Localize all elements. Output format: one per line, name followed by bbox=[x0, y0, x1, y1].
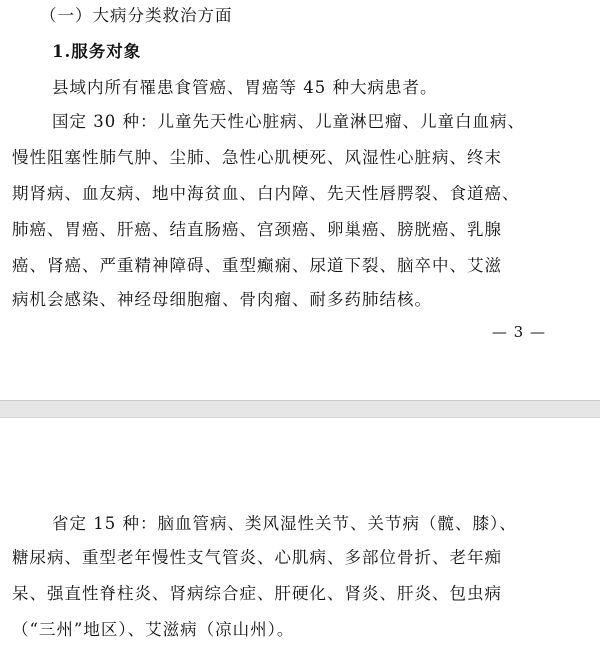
paragraph-line: 县域内所有罹患食管癌、胃癌等 45 种大病患者。 bbox=[52, 78, 438, 97]
paragraph-line: 期肾病、血友病、地中海贫血、白内障、先天性唇腭裂、食道癌、 bbox=[12, 184, 520, 203]
paragraph-line: 癌、肾癌、严重精神障碍、重型癫痫、尿道下裂、脑卒中、艾滋 bbox=[12, 256, 502, 275]
paragraph-line: （“三州”地区）、艾滋病（凉山州）。 bbox=[12, 620, 295, 639]
subsection-heading: 1.服务对象 bbox=[52, 42, 142, 61]
paragraph-line: 病机会感染、神经母细胞瘤、骨肉瘤、耐多药肺结核。 bbox=[12, 290, 432, 309]
paragraph-line: 国定 30 种：儿童先天性心脏病、儿童淋巴瘤、儿童白血病、 bbox=[52, 112, 525, 131]
paragraph-line: 省定 15 种：脑血管病、类风湿性关节、关节病（髋、膝）、 bbox=[52, 514, 517, 533]
paragraph-line: 肺癌、胃癌、肝癌、结直肠癌、宫颈癌、卵巢癌、膀胱癌、乳腺 bbox=[12, 220, 502, 239]
page-number: — 3 — bbox=[491, 323, 546, 341]
paragraph-line: 糖尿病、重型老年慢性支气管炎、心肌病、多部位骨折、老年痴 bbox=[12, 548, 502, 567]
paragraph-line: 呆、强直性脊柱炎、肾病综合症、肝硬化、肾炎、肝炎、包虫病 bbox=[12, 584, 502, 603]
page-separator bbox=[0, 400, 600, 418]
section-heading: （一）大病分类救治方面 bbox=[40, 6, 233, 25]
document-page-4 bbox=[0, 418, 600, 657]
paragraph-line: 慢性阻塞性肺气肿、尘肺、急性心肌梗死、风湿性心脏病、终末 bbox=[12, 148, 502, 167]
